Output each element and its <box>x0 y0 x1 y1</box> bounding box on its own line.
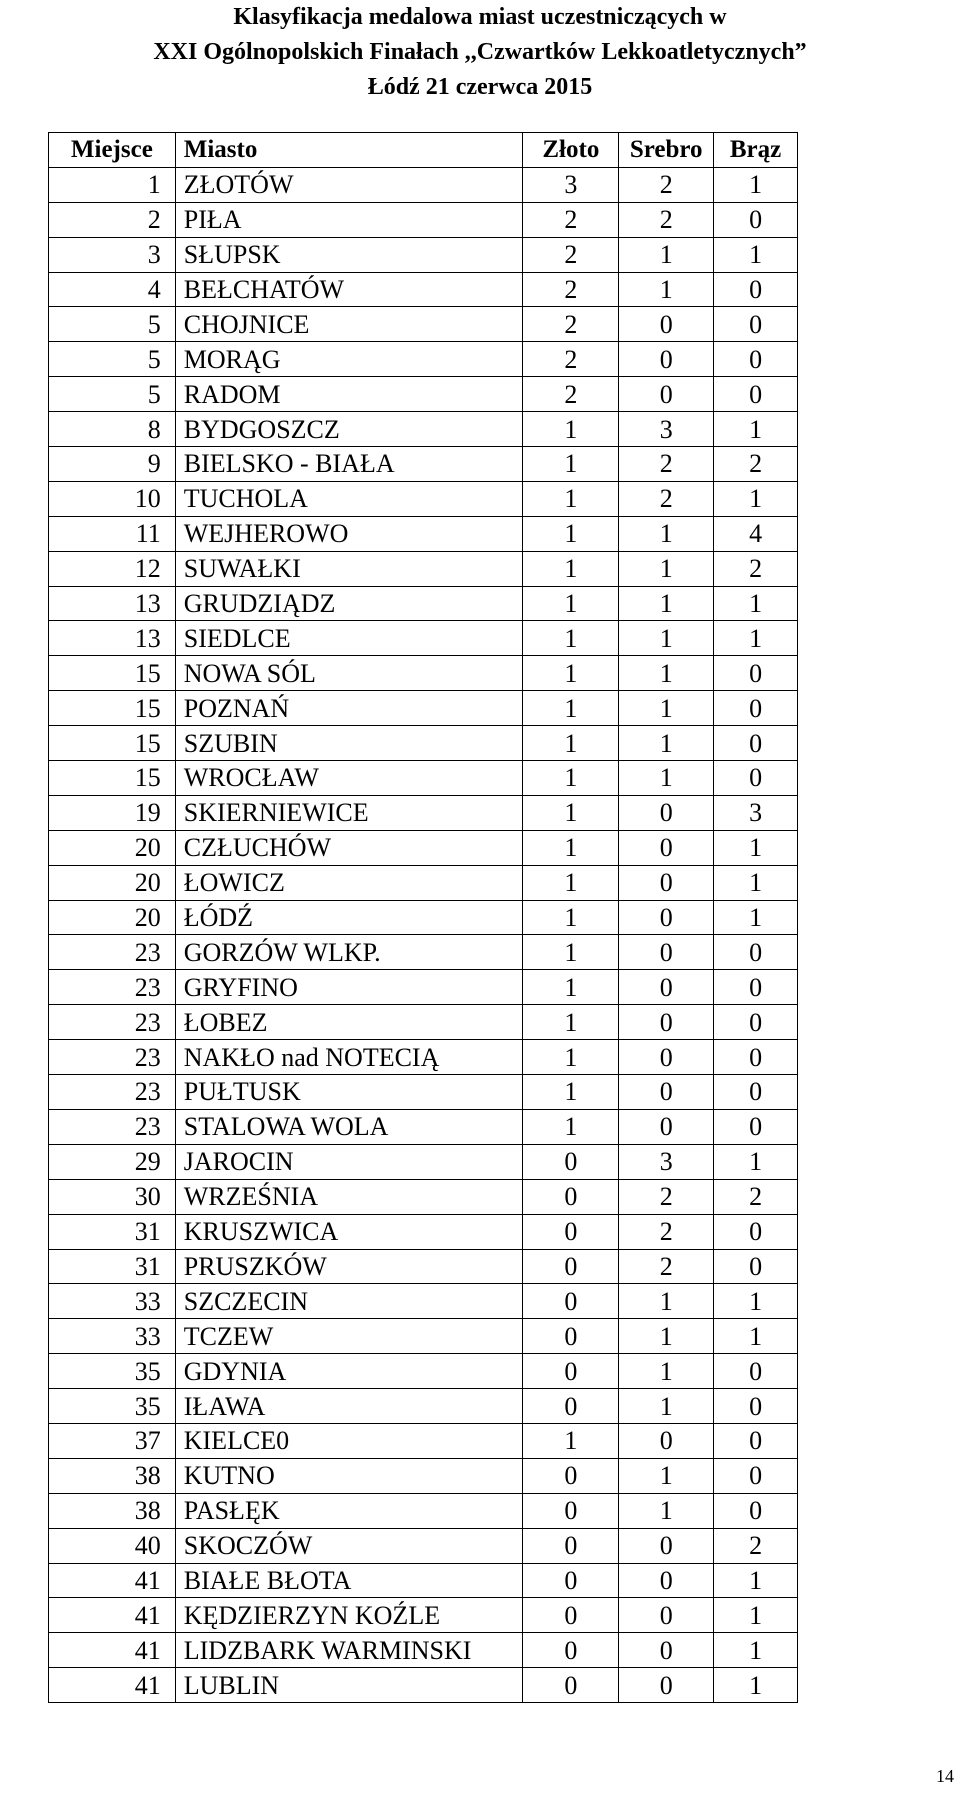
cell-miasto: PRUSZKÓW <box>175 1249 523 1284</box>
cell-miasto: ŁOBEZ <box>175 1005 523 1040</box>
cell-zloto: 1 <box>523 970 619 1005</box>
cell-srebro: 0 <box>619 307 714 342</box>
cell-zloto: 0 <box>523 1319 619 1354</box>
table-row <box>49 1598 798 1633</box>
cell-miejsce: 10 <box>49 481 176 516</box>
cell-srebro: 0 <box>619 830 714 865</box>
cell-zloto: 0 <box>523 1458 619 1493</box>
cell-miejsce: 15 <box>49 691 176 726</box>
cell-miasto: RADOM <box>175 377 523 412</box>
cell-srebro: 3 <box>619 1144 714 1179</box>
cell-zloto: 2 <box>523 272 619 307</box>
header-braz: Brąz <box>714 133 798 168</box>
cell-miejsce: 5 <box>49 307 176 342</box>
cell-srebro: 1 <box>619 272 714 307</box>
table-row <box>49 447 798 482</box>
table-row <box>49 1284 798 1319</box>
cell-srebro: 0 <box>619 935 714 970</box>
cell-srebro: 0 <box>619 1005 714 1040</box>
cell-miasto: SŁUPSK <box>175 237 523 272</box>
cell-zloto: 3 <box>523 167 619 202</box>
cell-miejsce: 23 <box>49 1075 176 1110</box>
cell-miejsce: 41 <box>49 1563 176 1598</box>
cell-zloto: 0 <box>523 1598 619 1633</box>
cell-braz: 0 <box>714 342 798 377</box>
table-row <box>49 412 798 447</box>
cell-braz: 0 <box>714 656 798 691</box>
cell-braz: 0 <box>714 691 798 726</box>
document-title <box>0 0 960 105</box>
cell-miejsce: 1 <box>49 167 176 202</box>
cell-miasto: KUTNO <box>175 1458 523 1493</box>
cell-srebro: 1 <box>619 1354 714 1389</box>
cell-srebro: 0 <box>619 865 714 900</box>
cell-zloto: 0 <box>523 1668 619 1703</box>
table-row <box>49 1249 798 1284</box>
table-row <box>49 1109 798 1144</box>
cell-braz: 1 <box>714 1668 798 1703</box>
cell-miejsce: 15 <box>49 726 176 761</box>
cell-miasto: BYDGOSZCZ <box>175 412 523 447</box>
cell-miejsce: 20 <box>49 900 176 935</box>
cell-miasto: JAROCIN <box>175 1144 523 1179</box>
cell-miejsce: 31 <box>49 1214 176 1249</box>
cell-braz: 0 <box>714 1354 798 1389</box>
cell-braz: 2 <box>714 551 798 586</box>
cell-srebro: 2 <box>619 1249 714 1284</box>
cell-srebro: 2 <box>619 447 714 482</box>
table-row <box>49 656 798 691</box>
table-row <box>49 1075 798 1110</box>
cell-miasto: GORZÓW WLKP. <box>175 935 523 970</box>
table-row <box>49 900 798 935</box>
cell-miejsce: 3 <box>49 237 176 272</box>
cell-miejsce: 13 <box>49 621 176 656</box>
cell-srebro: 1 <box>619 237 714 272</box>
cell-miasto: CZŁUCHÓW <box>175 830 523 865</box>
title-line-1: Klasyfikacja medalowa miast uczestniczących w <box>233 4 727 30</box>
cell-zloto: 1 <box>523 1040 619 1075</box>
cell-zloto: 2 <box>523 377 619 412</box>
cell-zloto: 0 <box>523 1633 619 1668</box>
cell-braz: 0 <box>714 1005 798 1040</box>
cell-braz: 1 <box>714 1598 798 1633</box>
cell-miejsce: 29 <box>49 1144 176 1179</box>
cell-braz: 0 <box>714 1109 798 1144</box>
cell-zloto: 1 <box>523 447 619 482</box>
cell-miasto: GDYNIA <box>175 1354 523 1389</box>
cell-zloto: 2 <box>523 237 619 272</box>
table-row <box>49 516 798 551</box>
cell-srebro: 0 <box>619 900 714 935</box>
table-row <box>49 1319 798 1354</box>
cell-zloto: 1 <box>523 900 619 935</box>
cell-miasto: KRUSZWICA <box>175 1214 523 1249</box>
cell-zloto: 0 <box>523 1528 619 1563</box>
cell-srebro: 0 <box>619 342 714 377</box>
cell-braz: 0 <box>714 307 798 342</box>
cell-srebro: 0 <box>619 1423 714 1458</box>
cell-braz: 0 <box>714 1040 798 1075</box>
cell-zloto: 0 <box>523 1563 619 1598</box>
cell-zloto: 0 <box>523 1389 619 1424</box>
cell-miasto: BEŁCHATÓW <box>175 272 523 307</box>
table-row <box>49 481 798 516</box>
cell-braz: 1 <box>714 167 798 202</box>
cell-miejsce: 12 <box>49 551 176 586</box>
cell-miejsce: 23 <box>49 1109 176 1144</box>
cell-braz: 0 <box>714 272 798 307</box>
cell-srebro: 0 <box>619 1633 714 1668</box>
cell-miejsce: 8 <box>49 412 176 447</box>
table-row <box>49 795 798 830</box>
cell-srebro: 2 <box>619 167 714 202</box>
cell-braz: 1 <box>714 586 798 621</box>
cell-miejsce: 35 <box>49 1354 176 1389</box>
cell-miasto: NOWA SÓL <box>175 656 523 691</box>
cell-braz: 0 <box>714 1214 798 1249</box>
cell-braz: 0 <box>714 1493 798 1528</box>
cell-braz: 1 <box>714 1319 798 1354</box>
cell-miejsce: 23 <box>49 1005 176 1040</box>
cell-braz: 0 <box>714 1423 798 1458</box>
cell-miasto: PIŁA <box>175 202 523 237</box>
cell-zloto: 1 <box>523 726 619 761</box>
cell-srebro: 1 <box>619 1458 714 1493</box>
cell-miasto: WROCŁAW <box>175 761 523 796</box>
cell-miasto: KĘDZIERZYN KOŹLE <box>175 1598 523 1633</box>
cell-zloto: 0 <box>523 1284 619 1319</box>
cell-miejsce: 23 <box>49 935 176 970</box>
cell-srebro: 1 <box>619 551 714 586</box>
medal-table <box>48 132 798 1703</box>
cell-miejsce: 23 <box>49 970 176 1005</box>
cell-zloto: 0 <box>523 1354 619 1389</box>
header-row <box>49 133 798 168</box>
cell-miasto: PUŁTUSK <box>175 1075 523 1110</box>
cell-srebro: 2 <box>619 202 714 237</box>
cell-miejsce: 5 <box>49 342 176 377</box>
table-row <box>49 1563 798 1598</box>
cell-zloto: 1 <box>523 481 619 516</box>
cell-zloto: 0 <box>523 1179 619 1214</box>
table-row <box>49 970 798 1005</box>
cell-srebro: 0 <box>619 1563 714 1598</box>
cell-miasto: BIELSKO - BIAŁA <box>175 447 523 482</box>
header-srebro: Srebro <box>619 133 714 168</box>
cell-miasto: GRUDZIĄDZ <box>175 586 523 621</box>
cell-miejsce: 20 <box>49 865 176 900</box>
cell-miasto: NAKŁO nad NOTECIĄ <box>175 1040 523 1075</box>
cell-zloto: 0 <box>523 1249 619 1284</box>
cell-miasto: KIELCE0 <box>175 1423 523 1458</box>
cell-braz: 1 <box>714 1633 798 1668</box>
table-row <box>49 586 798 621</box>
cell-miejsce: 11 <box>49 516 176 551</box>
cell-miejsce: 5 <box>49 377 176 412</box>
cell-zloto: 2 <box>523 307 619 342</box>
cell-braz: 1 <box>714 900 798 935</box>
cell-braz: 0 <box>714 1249 798 1284</box>
cell-braz: 0 <box>714 761 798 796</box>
table-row <box>49 1179 798 1214</box>
cell-miasto: BIAŁE BŁOTA <box>175 1563 523 1598</box>
cell-miasto: TCZEW <box>175 1319 523 1354</box>
cell-zloto: 1 <box>523 1005 619 1040</box>
table-row <box>49 621 798 656</box>
cell-miasto: MORĄG <box>175 342 523 377</box>
table-row <box>49 1040 798 1075</box>
cell-miasto: WRZEŚNIA <box>175 1179 523 1214</box>
cell-braz: 1 <box>714 865 798 900</box>
cell-miejsce: 19 <box>49 795 176 830</box>
cell-srebro: 1 <box>619 1284 714 1319</box>
title-line-3: Łódź 21 czerwca 2015 <box>367 74 593 100</box>
table-row <box>49 1005 798 1040</box>
cell-srebro: 0 <box>619 1528 714 1563</box>
cell-braz: 2 <box>714 447 798 482</box>
page-number: 14 <box>936 1766 954 1786</box>
cell-srebro: 0 <box>619 970 714 1005</box>
cell-zloto: 1 <box>523 1075 619 1110</box>
cell-miasto: SKOCZÓW <box>175 1528 523 1563</box>
table-row <box>49 1214 798 1249</box>
cell-srebro: 1 <box>619 586 714 621</box>
table-row <box>49 1668 798 1703</box>
cell-srebro: 0 <box>619 1040 714 1075</box>
table-row <box>49 307 798 342</box>
cell-zloto: 1 <box>523 830 619 865</box>
cell-zloto: 1 <box>523 761 619 796</box>
table-row <box>49 377 798 412</box>
cell-braz: 0 <box>714 970 798 1005</box>
cell-srebro: 3 <box>619 412 714 447</box>
cell-zloto: 0 <box>523 1214 619 1249</box>
cell-braz: 0 <box>714 1389 798 1424</box>
table-row <box>49 761 798 796</box>
title-line-2: XXI Ogólnopolskich Finałach ,,Czwartków Lekkoatletycznych” <box>153 39 807 65</box>
cell-srebro: 0 <box>619 377 714 412</box>
cell-zloto: 1 <box>523 1423 619 1458</box>
table-row <box>49 1389 798 1424</box>
cell-miasto: LUBLIN <box>175 1668 523 1703</box>
cell-zloto: 1 <box>523 1109 619 1144</box>
cell-miasto: IŁAWA <box>175 1389 523 1424</box>
header-miasto: Miasto <box>175 133 523 168</box>
cell-braz: 2 <box>714 1528 798 1563</box>
cell-miejsce: 31 <box>49 1249 176 1284</box>
cell-braz: 0 <box>714 377 798 412</box>
cell-miejsce: 38 <box>49 1493 176 1528</box>
cell-srebro: 1 <box>619 1389 714 1424</box>
cell-zloto: 2 <box>523 202 619 237</box>
cell-miasto: GRYFINO <box>175 970 523 1005</box>
cell-zloto: 1 <box>523 795 619 830</box>
cell-braz: 1 <box>714 1144 798 1179</box>
cell-srebro: 2 <box>619 1179 714 1214</box>
cell-miejsce: 33 <box>49 1319 176 1354</box>
cell-miasto: POZNAŃ <box>175 691 523 726</box>
cell-srebro: 1 <box>619 691 714 726</box>
cell-miejsce: 15 <box>49 656 176 691</box>
table-row <box>49 202 798 237</box>
cell-srebro: 2 <box>619 481 714 516</box>
cell-zloto: 2 <box>523 342 619 377</box>
cell-miejsce: 4 <box>49 272 176 307</box>
cell-miejsce: 2 <box>49 202 176 237</box>
cell-miasto: LIDZBARK WARMINSKI <box>175 1633 523 1668</box>
table-row <box>49 1354 798 1389</box>
cell-srebro: 1 <box>619 761 714 796</box>
cell-srebro: 1 <box>619 1319 714 1354</box>
cell-braz: 1 <box>714 621 798 656</box>
cell-zloto: 1 <box>523 412 619 447</box>
cell-zloto: 1 <box>523 691 619 726</box>
cell-miasto: SIEDLCE <box>175 621 523 656</box>
cell-miasto: WEJHEROWO <box>175 516 523 551</box>
cell-miejsce: 30 <box>49 1179 176 1214</box>
table-row <box>49 830 798 865</box>
cell-braz: 1 <box>714 830 798 865</box>
cell-zloto: 1 <box>523 865 619 900</box>
cell-zloto: 0 <box>523 1493 619 1528</box>
cell-braz: 4 <box>714 516 798 551</box>
cell-zloto: 0 <box>523 1144 619 1179</box>
cell-miasto: CHOJNICE <box>175 307 523 342</box>
cell-zloto: 1 <box>523 656 619 691</box>
table-row <box>49 935 798 970</box>
cell-zloto: 1 <box>523 621 619 656</box>
cell-miejsce: 41 <box>49 1598 176 1633</box>
cell-srebro: 0 <box>619 1668 714 1703</box>
header-zloto: Złoto <box>523 133 619 168</box>
cell-miasto: TUCHOLA <box>175 481 523 516</box>
table-row <box>49 1423 798 1458</box>
cell-srebro: 1 <box>619 516 714 551</box>
table-row <box>49 1633 798 1668</box>
cell-zloto: 1 <box>523 516 619 551</box>
cell-srebro: 0 <box>619 795 714 830</box>
header-miejsce: Miejsce <box>49 133 176 168</box>
cell-braz: 1 <box>714 1563 798 1598</box>
table-row <box>49 1458 798 1493</box>
table-body <box>49 167 798 1702</box>
cell-miejsce: 33 <box>49 1284 176 1319</box>
table-row <box>49 1144 798 1179</box>
cell-miejsce: 15 <box>49 761 176 796</box>
table-row <box>49 342 798 377</box>
cell-miejsce: 41 <box>49 1633 176 1668</box>
cell-miasto: SZUBIN <box>175 726 523 761</box>
table-row <box>49 1493 798 1528</box>
cell-srebro: 1 <box>619 621 714 656</box>
cell-braz: 2 <box>714 1179 798 1214</box>
cell-braz: 0 <box>714 1458 798 1493</box>
table-row <box>49 691 798 726</box>
table-row <box>49 551 798 586</box>
cell-srebro: 1 <box>619 656 714 691</box>
cell-zloto: 1 <box>523 586 619 621</box>
cell-braz: 0 <box>714 202 798 237</box>
cell-srebro: 0 <box>619 1598 714 1633</box>
cell-miejsce: 23 <box>49 1040 176 1075</box>
cell-miejsce: 9 <box>49 447 176 482</box>
cell-miasto: SZCZECIN <box>175 1284 523 1319</box>
cell-braz: 1 <box>714 412 798 447</box>
cell-miasto: ZŁOTÓW <box>175 167 523 202</box>
cell-srebro: 1 <box>619 1493 714 1528</box>
cell-miejsce: 38 <box>49 1458 176 1493</box>
cell-miejsce: 13 <box>49 586 176 621</box>
cell-miasto: ŁOWICZ <box>175 865 523 900</box>
table-row <box>49 865 798 900</box>
cell-miasto: SUWAŁKI <box>175 551 523 586</box>
table-row <box>49 272 798 307</box>
cell-miejsce: 35 <box>49 1389 176 1424</box>
cell-braz: 3 <box>714 795 798 830</box>
cell-srebro: 0 <box>619 1109 714 1144</box>
cell-braz: 1 <box>714 1284 798 1319</box>
cell-braz: 1 <box>714 237 798 272</box>
cell-miasto: PASŁĘK <box>175 1493 523 1528</box>
cell-braz: 0 <box>714 935 798 970</box>
cell-braz: 0 <box>714 726 798 761</box>
cell-zloto: 1 <box>523 551 619 586</box>
cell-miejsce: 20 <box>49 830 176 865</box>
table-row <box>49 1528 798 1563</box>
cell-zloto: 1 <box>523 935 619 970</box>
cell-srebro: 1 <box>619 726 714 761</box>
table-row <box>49 237 798 272</box>
cell-miejsce: 37 <box>49 1423 176 1458</box>
cell-braz: 0 <box>714 1075 798 1110</box>
cell-srebro: 2 <box>619 1214 714 1249</box>
cell-miejsce: 40 <box>49 1528 176 1563</box>
cell-miasto: SKIERNIEWICE <box>175 795 523 830</box>
cell-miasto: ŁÓDŹ <box>175 900 523 935</box>
cell-srebro: 0 <box>619 1075 714 1110</box>
table-row <box>49 167 798 202</box>
cell-braz: 1 <box>714 481 798 516</box>
cell-miejsce: 41 <box>49 1668 176 1703</box>
table-row <box>49 726 798 761</box>
cell-miasto: STALOWA WOLA <box>175 1109 523 1144</box>
